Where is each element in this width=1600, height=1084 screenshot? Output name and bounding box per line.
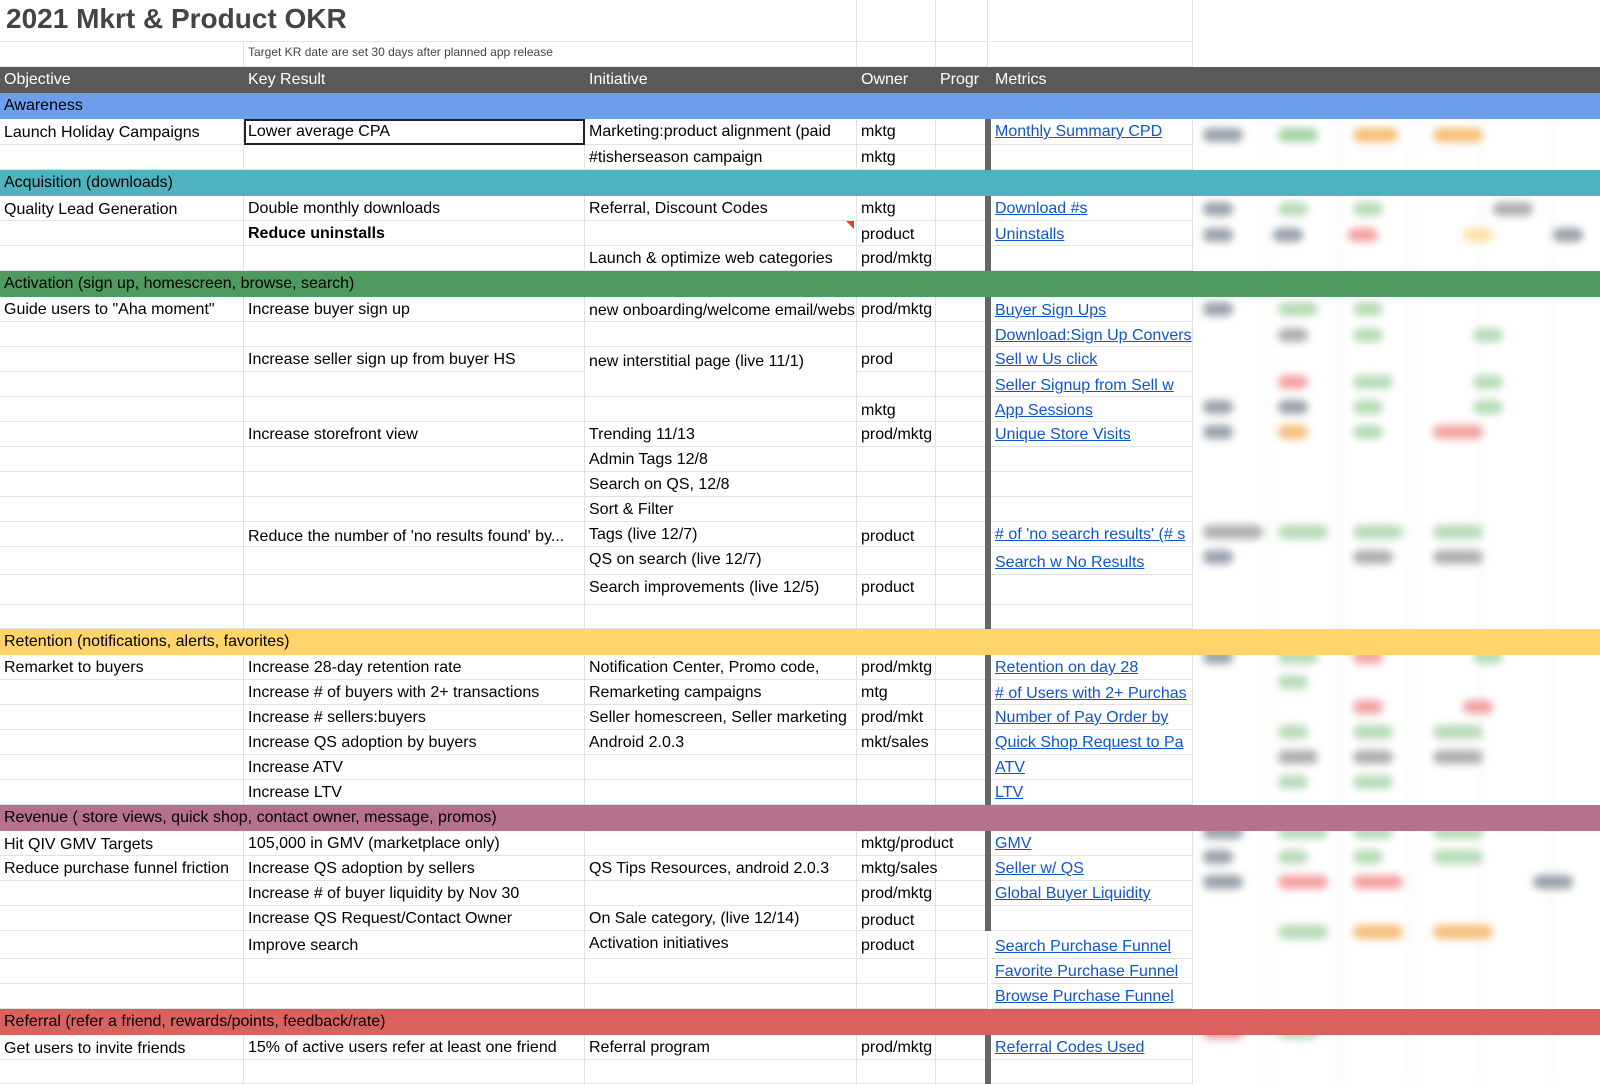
table-row [0, 655, 1600, 680]
empty-cell[interactable] [0, 605, 244, 629]
metric-link[interactable]: Sell w Us click [991, 347, 1193, 372]
empty-cell[interactable] [991, 605, 1193, 629]
key-result-cell[interactable]: Increase storefront view [244, 422, 585, 447]
metric-link[interactable]: Monthly Summary CPD [991, 119, 1193, 145]
table-row [0, 447, 1600, 472]
objective-cell[interactable]: Guide users to "Aha moment" [0, 297, 244, 322]
initiative-cell[interactable] [585, 397, 857, 422]
table-row [0, 680, 1600, 705]
metric-link[interactable]: Number of Pay Order by [991, 705, 1193, 730]
table-row [0, 881, 1600, 906]
table-row [0, 196, 1600, 221]
objective-cell[interactable]: Remarket to buyers [0, 655, 244, 680]
key-result-cell[interactable]: Increase QS adoption by sellers [244, 856, 585, 881]
objective-cell[interactable] [0, 730, 244, 755]
metric-link[interactable]: Browse Purchase Funnel [991, 984, 1193, 1009]
progress-cell[interactable] [936, 655, 988, 680]
table-row [0, 780, 1600, 805]
table-row [0, 984, 1600, 1009]
header-progress[interactable]: Progr [940, 71, 980, 88]
initiative-cell[interactable]: Tags (live 12/7) [585, 522, 857, 547]
owner-cell[interactable] [857, 547, 936, 575]
objective-cell[interactable]: Hit QIV GMV Targets [0, 831, 244, 856]
column-divider [985, 297, 991, 629]
objective-cell[interactable] [0, 780, 244, 805]
objective-cell[interactable] [0, 680, 244, 705]
key-result-cell[interactable]: Increase ATV [244, 755, 585, 780]
objective-cell[interactable] [0, 931, 244, 959]
progress-cell[interactable] [936, 422, 988, 447]
column-divider [985, 1035, 991, 1084]
initiative-cell[interactable] [585, 984, 857, 1009]
progress-cell[interactable] [936, 347, 988, 372]
metric-link[interactable]: Retention on day 28 [991, 655, 1193, 680]
metric-link[interactable]: Quick Shop Request to Pa [991, 730, 1193, 755]
key-result-cell[interactable] [244, 497, 585, 522]
key-result-cell[interactable]: Increase # of buyer liquidity by Nov 30 [244, 881, 585, 906]
owner-cell[interactable] [857, 447, 936, 472]
table-row [0, 246, 1600, 271]
metric-link[interactable]: Download:Sign Up Convers [991, 322, 1193, 347]
initiative-cell[interactable]: Search improvements (live 12/5) [585, 575, 857, 605]
owner-cell[interactable]: mktg [857, 145, 936, 170]
key-result-cell[interactable] [244, 547, 585, 575]
progress-cell[interactable] [936, 397, 988, 422]
key-result-cell[interactable]: Increase # of buyers with 2+ transactions [244, 680, 585, 705]
progress-cell[interactable] [936, 881, 988, 906]
table-row [0, 856, 1600, 881]
metric-cell[interactable] [991, 145, 1193, 170]
owner-cell[interactable]: mtg [857, 680, 936, 705]
section-acquisition [0, 170, 1600, 196]
column-divider [985, 831, 991, 931]
column-divider [985, 655, 991, 805]
metric-link[interactable]: Uninstalls [991, 221, 1193, 246]
progress-cell[interactable] [936, 831, 988, 856]
progress-cell[interactable] [936, 497, 988, 522]
progress-cell[interactable] [936, 959, 988, 984]
key-result-cell[interactable]: Improve search [244, 931, 585, 959]
metric-cell[interactable] [991, 1060, 1193, 1084]
objective-cell[interactable] [0, 447, 244, 472]
objective-cell[interactable] [0, 705, 244, 730]
initiative-cell[interactable]: Admin Tags 12/8 [585, 447, 857, 472]
metric-link[interactable]: Search w No Results [991, 547, 1193, 575]
cell[interactable] [857, 42, 936, 67]
empty-cell[interactable] [857, 605, 936, 629]
initiative-cell[interactable]: Marketing:product alignment (paid [585, 119, 857, 145]
metric-link[interactable]: App Sessions [991, 397, 1193, 422]
table-row [0, 575, 1600, 605]
initiative-cell[interactable]: Referral program [585, 1035, 857, 1060]
metric-cell[interactable] [991, 497, 1193, 522]
table-row [0, 497, 1600, 522]
objective-cell[interactable]: Get users to invite friends [0, 1035, 244, 1060]
objective-cell[interactable] [0, 906, 244, 931]
metric-link[interactable]: Global Buyer Liquidity [991, 881, 1193, 906]
owner-cell[interactable] [857, 497, 936, 522]
table-row [0, 422, 1600, 447]
key-result-cell[interactable]: Reduce the number of 'no results found' by... [244, 522, 585, 547]
objective-cell[interactable] [0, 397, 244, 422]
objective-cell[interactable] [0, 145, 244, 170]
column-divider [985, 196, 991, 271]
owner-cell[interactable] [857, 472, 936, 497]
objective-cell[interactable]: Quality Lead Generation [0, 196, 244, 221]
key-result-cell[interactable]: Reduce uninstalls [244, 221, 585, 246]
progress-cell[interactable] [936, 856, 988, 881]
table-row [0, 959, 1600, 984]
sheet-title[interactable]: 2021 Mkrt & Product OKR [0, 0, 585, 42]
initiative-cell[interactable]: Activation initiatives [585, 931, 857, 959]
key-result-cell[interactable] [244, 984, 585, 1009]
owner-cell[interactable]: product [857, 906, 936, 931]
owner-cell[interactable]: mktg [857, 119, 936, 145]
header-initiative[interactable]: Initiative [589, 71, 648, 88]
header-metrics[interactable]: Metrics [995, 71, 1047, 88]
cell[interactable] [991, 42, 1193, 67]
owner-cell[interactable]: prod/mktg [857, 881, 936, 906]
metric-link[interactable]: ATV [991, 755, 1193, 780]
key-result-cell[interactable]: Increase QS Request/Contact Owner [244, 906, 585, 931]
objective-cell[interactable] [0, 497, 244, 522]
section-label[interactable]: Retention (notifications, alerts, favorites) [4, 633, 290, 650]
header-owner[interactable]: Owner [861, 71, 909, 88]
section-label[interactable]: Awareness [4, 97, 83, 114]
owner-cell[interactable] [857, 1060, 936, 1084]
initiative-cell[interactable]: Remarketing campaigns [585, 680, 857, 705]
progress-cell[interactable] [936, 322, 988, 347]
table-row-empty [0, 605, 1600, 629]
objective-cell[interactable] [0, 959, 244, 984]
table-row [0, 145, 1600, 170]
metric-link[interactable]: Download #s [991, 196, 1193, 221]
initiative-cell[interactable]: Launch & optimize web categories [585, 246, 857, 271]
comment-marker-icon[interactable] [846, 221, 854, 229]
metric-link[interactable]: LTV [991, 780, 1193, 805]
progress-cell[interactable] [936, 984, 988, 1009]
header-objective[interactable]: Objective [4, 71, 71, 88]
objective-cell[interactable] [0, 755, 244, 780]
progress-cell[interactable] [936, 755, 988, 780]
table-row [0, 705, 1600, 730]
objective-cell[interactable]: Launch Holiday Campaigns [0, 119, 244, 145]
progress-cell[interactable] [936, 472, 988, 497]
owner-cell[interactable] [857, 372, 936, 397]
table-row [0, 730, 1600, 755]
progress-cell[interactable] [936, 1060, 988, 1084]
empty-cell[interactable] [936, 605, 988, 629]
objective-cell[interactable] [0, 575, 244, 605]
key-result-cell-selected[interactable]: Lower average CPA [244, 119, 585, 145]
objective-cell[interactable] [0, 984, 244, 1009]
progress-cell[interactable] [936, 680, 988, 705]
header-key-result[interactable]: Key Result [248, 71, 326, 88]
section-label[interactable]: Acquisition (downloads) [4, 174, 173, 191]
initiative-cell[interactable]: QS Tips Resources, android 2.0.3 [585, 856, 857, 881]
table-row [0, 931, 1600, 959]
initiative-cell[interactable] [585, 1060, 857, 1084]
metric-cell[interactable] [991, 246, 1193, 271]
owner-cell[interactable]: mktg/product [857, 831, 936, 856]
key-result-cell[interactable] [244, 959, 585, 984]
table-row [0, 347, 1600, 372]
metric-link[interactable]: GMV [991, 831, 1193, 856]
key-result-cell[interactable]: Increase QS adoption by buyers [244, 730, 585, 755]
table-row [0, 547, 1600, 575]
table-row [0, 831, 1600, 856]
section-revenue [0, 805, 1600, 831]
table-row [0, 1035, 1600, 1060]
metric-link[interactable]: Buyer Sign Ups [991, 297, 1193, 322]
cell[interactable] [857, 0, 936, 42]
key-result-cell[interactable]: 15% of active users refer at least one friend [244, 1035, 585, 1060]
key-result-cell[interactable] [244, 372, 585, 397]
owner-cell[interactable]: prod/mktg [857, 246, 936, 271]
cell[interactable] [991, 0, 1193, 42]
table-row [0, 522, 1600, 547]
progress-cell[interactable] [936, 196, 988, 221]
metric-link[interactable]: # of 'no search results' (# s [991, 522, 1193, 547]
owner-cell[interactable]: product [857, 522, 936, 547]
objective-cell[interactable] [0, 547, 244, 575]
key-result-cell[interactable]: Increase seller sign up from buyer HS [244, 347, 585, 372]
table-row [0, 119, 1600, 145]
progress-cell[interactable] [936, 931, 988, 959]
initiative-cell[interactable]: Referral, Discount Codes [585, 196, 857, 221]
empty-cell[interactable] [585, 605, 857, 629]
initiative-cell[interactable] [585, 831, 857, 856]
key-result-cell[interactable]: 105,000 in GMV (marketplace only) [244, 831, 585, 856]
objective-cell[interactable] [0, 422, 244, 447]
section-label[interactable]: Activation (sign up, homescreen, browse, search) [4, 275, 355, 292]
objective-cell[interactable]: Reduce purchase funnel friction [0, 856, 244, 881]
metric-cell[interactable] [991, 447, 1193, 472]
section-label[interactable]: Revenue ( store views, quick shop, contact owner, message, promos) [4, 809, 497, 826]
progress-cell[interactable] [936, 730, 988, 755]
key-result-cell[interactable]: Increase # sellers:buyers [244, 705, 585, 730]
cell[interactable] [585, 0, 857, 42]
owner-cell[interactable] [857, 322, 936, 347]
initiative-cell[interactable]: QS on search (live 12/7) [585, 547, 857, 575]
key-result-cell[interactable] [244, 397, 585, 422]
progress-cell[interactable] [936, 297, 988, 322]
owner-cell[interactable]: mkt/sales [857, 730, 936, 755]
key-result-cell[interactable]: Increase LTV [244, 780, 585, 805]
objective-cell[interactable] [0, 347, 244, 372]
metric-cell[interactable] [991, 472, 1193, 497]
progress-cell[interactable] [936, 906, 988, 931]
owner-cell[interactable]: prod/mktg [857, 1035, 936, 1060]
objective-cell[interactable] [0, 221, 244, 246]
section-label[interactable]: Referral (refer a friend, rewards/points, feedback/rate) [4, 1013, 386, 1030]
table-row [0, 397, 1600, 422]
initiative-cell[interactable]: new interstitial page (live 11/1) [585, 347, 857, 372]
owner-cell[interactable]: product [857, 575, 936, 605]
initiative-cell[interactable] [585, 959, 857, 984]
key-result-cell[interactable] [244, 246, 585, 271]
progress-cell[interactable] [936, 705, 988, 730]
progress-cell[interactable] [936, 575, 988, 605]
owner-cell[interactable]: prod/mktg [857, 297, 936, 322]
objective-cell[interactable] [0, 1060, 244, 1084]
owner-cell[interactable]: prod [857, 347, 936, 372]
table-row [0, 297, 1600, 322]
key-result-cell[interactable] [244, 447, 585, 472]
progress-cell[interactable] [936, 1035, 988, 1060]
owner-cell[interactable]: mktg [857, 397, 936, 422]
metric-cell[interactable] [991, 906, 1193, 931]
objective-cell[interactable] [0, 246, 244, 271]
progress-cell[interactable] [936, 780, 988, 805]
owner-cell[interactable] [857, 959, 936, 984]
initiative-cell[interactable]: Trending 11/13 [585, 422, 857, 447]
initiative-cell[interactable]: Sort & Filter [585, 497, 857, 522]
progress-cell[interactable] [936, 547, 988, 575]
initiative-cell[interactable] [585, 881, 857, 906]
progress-cell[interactable] [936, 119, 988, 145]
objective-cell[interactable] [0, 472, 244, 497]
metric-cell[interactable] [991, 575, 1193, 605]
initiative-cell[interactable] [585, 780, 857, 805]
table-row [0, 472, 1600, 497]
table-row [0, 322, 1600, 347]
owner-cell[interactable] [857, 755, 936, 780]
table-row [0, 372, 1600, 397]
owner-cell[interactable]: prod/mktg [857, 422, 936, 447]
objective-cell[interactable] [0, 372, 244, 397]
key-result-cell[interactable] [244, 472, 585, 497]
metric-link[interactable]: Search Purchase Funnel [991, 931, 1193, 959]
section-awareness [0, 93, 1600, 119]
initiative-cell[interactable]: Search on QS, 12/8 [585, 472, 857, 497]
key-result-cell[interactable] [244, 575, 585, 605]
key-result-cell[interactable]: Increase buyer sign up [244, 297, 585, 322]
initiative-cell[interactable]: On Sale category, (live 12/14) [585, 906, 857, 931]
initiative-cell[interactable] [585, 755, 857, 780]
column-header-row [0, 67, 1600, 93]
metric-link[interactable]: Referral Codes Used [991, 1035, 1193, 1060]
owner-cell[interactable]: product [857, 931, 936, 959]
objective-cell[interactable] [0, 322, 244, 347]
owner-cell[interactable]: prod/mkt [857, 705, 936, 730]
key-result-cell[interactable] [244, 1060, 585, 1084]
progress-cell[interactable] [936, 522, 988, 547]
table-row [0, 1060, 1600, 1084]
key-result-cell[interactable] [244, 145, 585, 170]
cell[interactable] [936, 0, 988, 42]
initiative-cell[interactable] [585, 221, 857, 246]
key-result-cell[interactable] [244, 322, 585, 347]
cell[interactable] [936, 42, 988, 67]
objective-cell[interactable] [0, 522, 244, 547]
table-row [0, 221, 1600, 246]
metric-link[interactable]: Seller Signup from Sell w [991, 372, 1193, 397]
release-note[interactable]: Target KR date are set 30 days after planned app release [244, 42, 857, 67]
initiative-cell[interactable]: #tisherseason campaign [585, 145, 857, 170]
metric-link[interactable]: Favorite Purchase Funnel [991, 959, 1193, 984]
key-result-cell[interactable]: Increase 28-day retention rate [244, 655, 585, 680]
metric-link[interactable]: Unique Store Visits [991, 422, 1193, 447]
initiative-cell[interactable] [585, 372, 857, 397]
owner-cell[interactable] [857, 984, 936, 1009]
metric-link[interactable]: # of Users with 2+ Purchas [991, 680, 1193, 705]
objective-cell[interactable] [0, 881, 244, 906]
metric-link[interactable]: Seller w/ QS [991, 856, 1193, 881]
key-result-cell[interactable]: Double monthly downloads [244, 196, 585, 221]
note-row [0, 42, 1600, 67]
owner-cell[interactable]: mktg [857, 196, 936, 221]
cell[interactable] [0, 42, 244, 67]
progress-cell[interactable] [936, 246, 988, 271]
initiative-cell[interactable]: Notification Center, Promo code, [585, 655, 857, 680]
progress-cell[interactable] [936, 145, 988, 170]
progress-cell[interactable] [936, 372, 988, 397]
initiative-cell[interactable]: Android 2.0.3 [585, 730, 857, 755]
owner-cell[interactable]: prod/mktg [857, 655, 936, 680]
owner-cell[interactable] [857, 780, 936, 805]
section-retention [0, 629, 1600, 655]
initiative-cell[interactable] [585, 322, 857, 347]
initiative-cell[interactable]: Seller homescreen, Seller marketing [585, 705, 857, 730]
section-referral [0, 1009, 1600, 1035]
column-divider [985, 119, 991, 170]
section-activation [0, 271, 1600, 297]
table-row [0, 755, 1600, 780]
owner-cell[interactable]: product [857, 221, 936, 246]
progress-cell[interactable] [936, 221, 988, 246]
initiative-cell[interactable]: new onboarding/welcome email/webs [585, 297, 857, 322]
empty-cell[interactable] [244, 605, 585, 629]
title-row [0, 0, 1600, 42]
owner-cell[interactable]: mktg/sales [857, 856, 936, 881]
progress-cell[interactable] [936, 447, 988, 472]
table-row [0, 906, 1600, 931]
